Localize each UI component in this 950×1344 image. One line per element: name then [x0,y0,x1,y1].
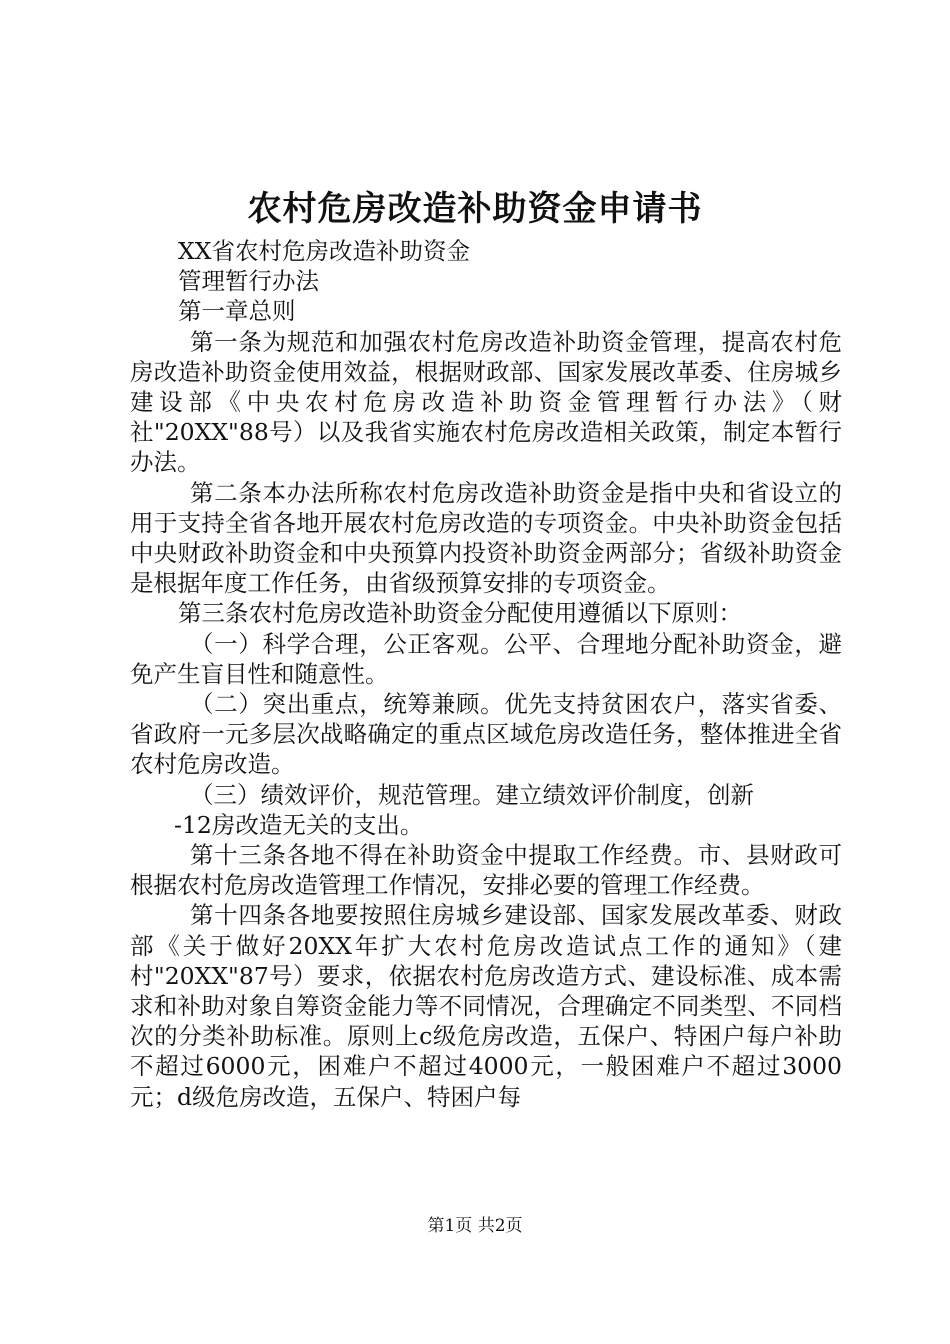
paragraph-article-3: 第三条农村危房改造补助资金分配使用遵循以下原则： [178,599,742,628]
paragraph-principle-2: （二）突出重点，统筹兼顾。优先支持贫困农户，落实省委、省政府一元多层次战略确定的重点区域危房改造任务，整体推进全省农村危房改造。 [130,690,842,779]
paragraph-principle-3: （三）绩效评价，规范管理。建立绩效评价制度，创新 [190,780,754,809]
paragraph-chapter-one: 第一章总则 [178,297,296,326]
document-body [130,236,842,1112]
paragraph-article-1: 第一条为规范和加强农村危房改造补助资金管理，提高农村危房改造补助资金使用效益，根据财政部、国家发展改革委、住房城乡建设部《中央农村危房改造补助资金管理暂行办法》（财社"20XX"88号）以及我省实施农村危房改造相关政策，制定本暂行办法。 [130,327,842,477]
paragraph-principle-1: （一）科学合理，公正客观。公平、合理地分配补助资金，避免产生盲目性和随意性。 [130,629,842,688]
paragraph-fragment: -12房改造无关的支出。 [174,810,424,839]
page-footer: 第1页 共2页 [427,1216,523,1236]
paragraph-heading-province: XX省农村危房改造补助资金 [178,237,470,265]
paragraph-heading-measures: 管理暂行办法 [178,267,319,296]
paragraph-article-2: 第二条本办法所称农村危房改造补助资金是指中央和省设立的用于支持全省各地开展农村危房改造的专项资金。中央补助资金包括中央财政补助资金和中央预算内投资补助资金两部分；省级补助资金是根据年度工作任务，由省级预算安排的专项资金。 [130,478,842,598]
paragraph-article-13: 第十三条各地不得在补助资金中提取工作经费。市、县财政可根据农村危房改造管理工作情况，安排必要的管理工作经费。 [130,841,842,900]
paragraph-article-14: 第十四条各地要按照住房城乡建设部、国家发展改革委、财政部《关于做好20XX年扩大农村危房改造试点工作的通知》（建村"20XX"87号）要求，依据农村危房改造方式、建设标准、成本需求和补助对象自筹资金能力等不同情况，合理确定不同类型、不同档次的分类补助标准。原则上c级危房改造，五保户、特困户每户补助不超过6000元，困难户不超过4000元，一般困难户不超过3000元；d级危房改造，五保户、特困户每 [130,901,842,1111]
document-title: 农村危房改造补助资金申请书 [247,189,703,229]
